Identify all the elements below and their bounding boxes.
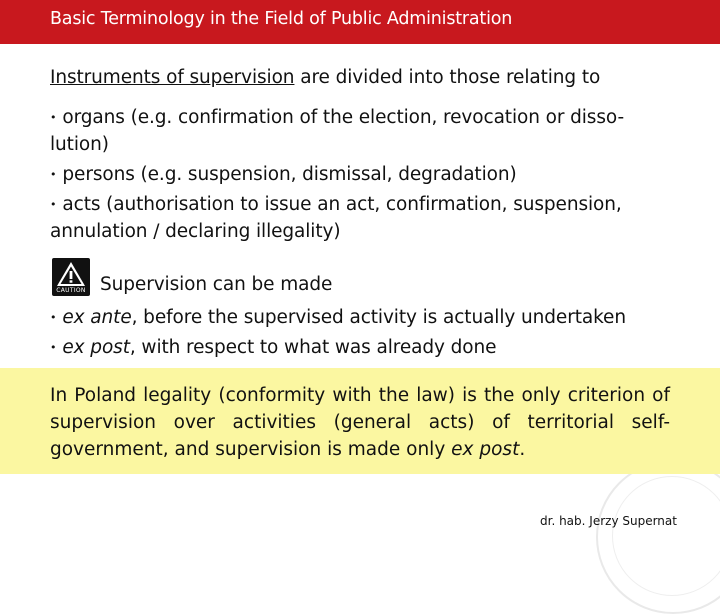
title-bar <box>0 0 720 44</box>
caution-label: CAUTION <box>56 287 86 294</box>
organs-text-cont: lution) <box>50 134 109 155</box>
list-item-acts-cont <box>50 216 340 247</box>
list-item-organs-cont <box>50 129 109 160</box>
author-footer: dr. hab. Jerzy Supernat <box>540 514 677 528</box>
persons-text: persons (e.g. suspension, dismissal, degradation) <box>62 164 517 185</box>
list-item-ex-ante <box>50 302 626 335</box>
organs-text: organs (e.g. confirmation of the election, revocation or disso- <box>62 107 625 128</box>
intro-line <box>50 62 600 93</box>
bullet: • <box>50 111 57 124</box>
list-item-organs <box>50 102 624 135</box>
highlight-main: In Poland legality (conformity with the law) is the only criterion of supervision over activities (general acts) of territorial self-government, and supervision is made only <box>50 385 670 460</box>
intro-rest: are divided into those relating to <box>294 67 601 88</box>
bullet: • <box>50 198 57 211</box>
ex-ante-text: , before the supervised activity is actually undertaken <box>131 307 626 328</box>
ex-post-term: ex post <box>62 337 130 358</box>
caution-text: Supervision can be made <box>100 274 333 295</box>
bullet: • <box>50 311 57 324</box>
caution-warning-icon <box>52 258 90 296</box>
slide-title: Basic Terminology in the Field of Public Administration <box>50 9 513 29</box>
highlight-end: . <box>519 439 526 460</box>
acts-text: acts (authorisation to issue an act, confirmation, suspension, <box>62 194 622 215</box>
list-item-persons <box>50 159 517 192</box>
bullet: • <box>50 168 57 181</box>
intro-underlined: Instruments of supervision <box>50 67 295 88</box>
highlight-text <box>50 382 670 463</box>
highlight-italic: ex post <box>451 439 520 460</box>
bullet: • <box>50 341 57 354</box>
acts-text-cont: annulation / declaring illegality) <box>50 221 341 242</box>
university-seal-inner-ring <box>612 476 720 596</box>
list-item-ex-post <box>50 332 496 365</box>
ex-ante-term: ex ante <box>62 307 132 328</box>
ex-post-text: , with respect to what was already done <box>129 337 497 358</box>
